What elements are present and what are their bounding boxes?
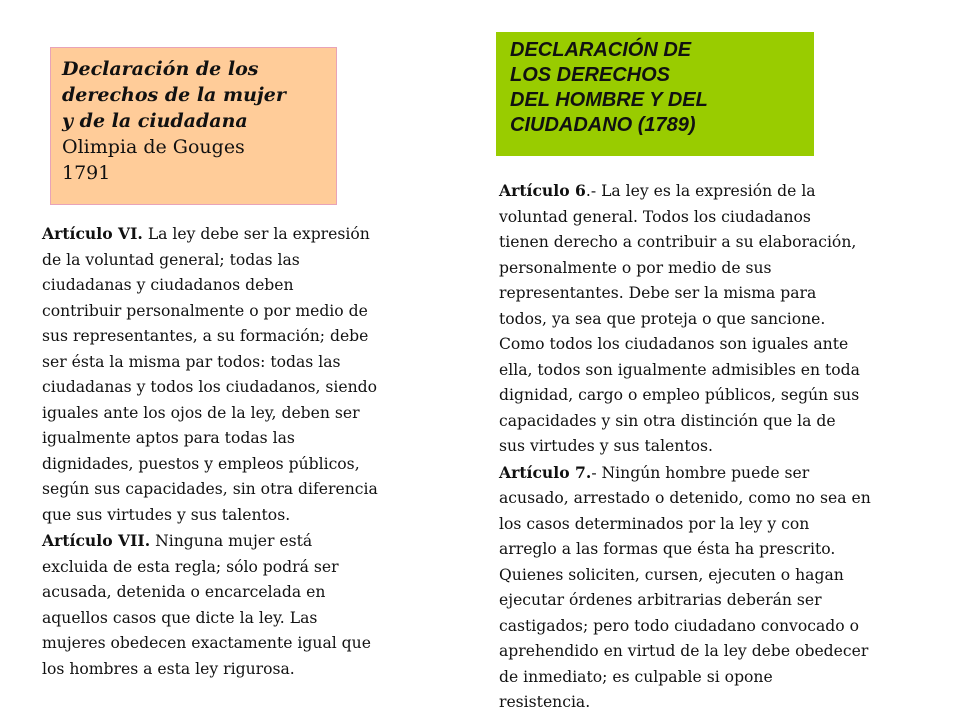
text-line (499, 639, 871, 665)
line-text: de la voluntad general; todas las (42, 250, 300, 269)
line-text: iguales ante los ojos de la ley, deben ser (42, 403, 360, 422)
text-line (499, 537, 871, 563)
line-text: Quienes soliciten, cursen, ejecuten o hagan (499, 565, 844, 584)
text-line (499, 434, 871, 460)
line-text: - Ningún hombre puede ser (591, 463, 810, 482)
title-line: DECLARACIÓN DE (510, 39, 692, 61)
text-line (42, 248, 378, 274)
text-line (499, 332, 871, 358)
line-text: arreglo a las formas que ésta ha prescrito. (499, 540, 836, 558)
line-text: dignidad, cargo o empleo públicos, según sus (499, 386, 860, 404)
line-text: sus virtudes y sus talentos. (499, 437, 713, 455)
mans-declaration-box (496, 32, 814, 156)
text-line (42, 401, 378, 427)
text-line (42, 657, 378, 683)
title-line: LOS DERECHOS (510, 64, 671, 86)
line-text: aquellos casos que dicte la ley. Las (42, 608, 318, 627)
text-line (42, 555, 378, 581)
text-line (42, 580, 378, 606)
line-text: mujeres obedecen exactamente igual que (42, 634, 371, 652)
text-line (499, 486, 871, 512)
text-line (499, 460, 871, 487)
line-text: representantes. Debe ser la misma para (499, 284, 817, 302)
line-text: de inmediato; es culpable si opone (499, 667, 773, 686)
text-line (499, 409, 871, 435)
title-line: DEL HOMBRE Y DEL (510, 89, 708, 111)
text-line (42, 221, 378, 248)
mans-articles-text (499, 178, 871, 716)
line-text: excluida de esta regla; sólo podrá ser (42, 557, 339, 576)
text-line (42, 606, 378, 632)
womens-declaration-title (62, 56, 336, 134)
text-line (499, 512, 871, 538)
article-heading: Artículo VI. (42, 224, 143, 243)
title-line: Declaración de los (62, 58, 259, 80)
text-line (499, 383, 871, 409)
text-line (42, 477, 378, 503)
line-text: sus representantes, a su formación; debe (42, 327, 369, 345)
line-text: .- La ley es la expresión de la (585, 182, 816, 200)
line-text: Como todos los ciudadanos son iguales ante (499, 335, 849, 353)
line-text: ejecutar órdenes arbitrarias deberán ser (499, 591, 822, 609)
line-text: ciudadanas y todos los ciudadanos, siendo (42, 378, 378, 396)
line-text: capacidades y sin otra distinción que la de (499, 411, 836, 430)
line-text: aprehendido en virtud de la ley debe obedecer (499, 642, 869, 660)
line-text: dignidades, puestos y empleos públicos, (42, 454, 360, 473)
line-text: personalmente o por medio de sus (499, 258, 772, 277)
line-text: los hombres a esta ley rigurosa. (42, 659, 295, 678)
line-text: acusado, arrestado o detenido, como no sea en (499, 489, 871, 507)
text-line (499, 690, 871, 716)
line-text: ciudadanas y ciudadanos deben (42, 276, 294, 294)
line-text: tienen derecho a contribuir a su elaboración, (499, 233, 857, 251)
line-text: Ninguna mujer está (150, 532, 313, 550)
womens-declaration-box (50, 47, 337, 205)
text-line (42, 324, 378, 350)
line-text: los casos determinados por la ley y con (499, 514, 810, 533)
line-text: contribuir personalmente o por medio de (42, 301, 368, 320)
text-line (42, 452, 378, 478)
text-line (42, 350, 378, 376)
text-line (42, 273, 378, 299)
article-heading: Artículo VII. (42, 531, 151, 550)
text-line (499, 256, 871, 282)
text-line (499, 205, 871, 231)
line-text: que sus virtudes y sus talentos. (42, 505, 291, 524)
text-line (499, 358, 871, 384)
line-text: castigados; pero todo ciudadano convocado o (499, 616, 859, 635)
text-line (499, 281, 871, 307)
text-line (42, 299, 378, 325)
text-line (499, 563, 871, 589)
title-line: derechos de la mujer (62, 84, 286, 106)
line-text: resistencia. (499, 693, 591, 711)
article-heading: Artículo 7. (499, 462, 592, 482)
text-line (42, 375, 378, 401)
author-name: Olimpia de Gouges (62, 136, 245, 158)
text-line (499, 230, 871, 256)
line-text: acusada, detenida o encarcelada en (42, 583, 326, 601)
line-text: todos, ya sea que proteja o que sancione. (499, 309, 826, 328)
title-line: CIUDADANO (1789) (510, 114, 696, 136)
publication-year: 1791 (62, 162, 111, 184)
text-line (499, 665, 871, 691)
line-text: ella, todos son igualmente admisibles en toda (499, 360, 860, 379)
article-heading: Artículo 6 (499, 181, 586, 200)
line-text: La ley debe ser la expresión (142, 225, 370, 243)
text-line (499, 178, 871, 205)
womens-articles-text (42, 221, 378, 682)
text-line (42, 528, 378, 555)
text-line (499, 307, 871, 333)
line-text: igualmente aptos para todas las (42, 429, 295, 447)
text-line (499, 614, 871, 640)
line-text: según sus capacidades, sin otra diferencia (42, 480, 378, 498)
line-text: voluntad general. Todos los ciudadanos (499, 207, 811, 226)
text-line (42, 631, 378, 657)
title-line: y de la ciudadana (62, 110, 248, 132)
line-text: ser ésta la misma par todos: todas las (42, 352, 341, 371)
text-line (42, 503, 378, 529)
text-line (499, 588, 871, 614)
text-line (42, 426, 378, 452)
